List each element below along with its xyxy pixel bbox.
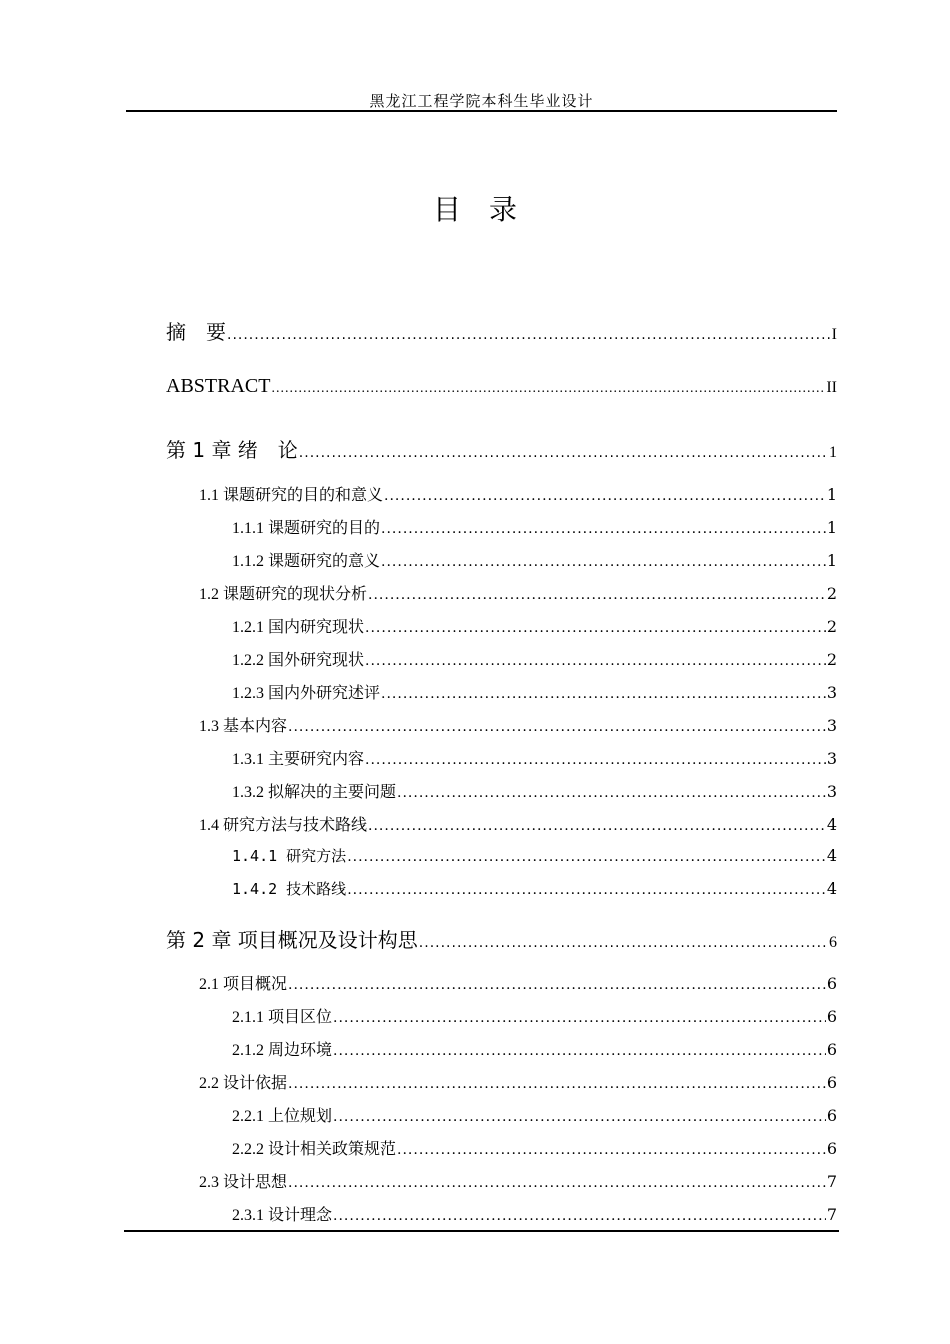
toc-leader-dots bbox=[227, 327, 831, 343]
toc-entry-label: 1.1.2 课题研究的意义 bbox=[232, 553, 381, 570]
toc-entry-subsection[interactable] bbox=[232, 746, 837, 769]
toc-entry-page: 6 bbox=[826, 974, 837, 993]
toc-entry-label: 2.1 项目概况 bbox=[199, 976, 288, 993]
toc-leader-dots bbox=[365, 752, 826, 768]
toc-leader-dots bbox=[365, 620, 826, 636]
toc-entry-subsection[interactable] bbox=[232, 614, 837, 637]
toc-leader-dots bbox=[333, 1010, 826, 1026]
toc-entry-subsection[interactable] bbox=[232, 548, 837, 571]
toc-entry-page: 1 bbox=[826, 485, 837, 504]
toc-entry-section[interactable] bbox=[199, 581, 837, 604]
toc-entry-label: 1.2.1 国内研究现状 bbox=[232, 619, 365, 636]
toc-entry-page: I bbox=[831, 326, 837, 343]
toc-entry-subsection[interactable] bbox=[232, 878, 837, 899]
toc-entry-chapter-1[interactable] bbox=[166, 434, 837, 463]
toc-leader-dots bbox=[288, 719, 826, 735]
toc-entry-label: 2.2 设计依据 bbox=[199, 1075, 288, 1092]
toc-entry-page: 3 bbox=[826, 683, 837, 702]
toc-entry-label: 第 2 章 项目概况及设计构思 bbox=[166, 928, 418, 952]
toc-entry-page: 1 bbox=[829, 444, 837, 461]
toc-entry-page: 6 bbox=[826, 1073, 837, 1092]
toc-entry-page: 6 bbox=[826, 1040, 837, 1059]
toc-entry-label: 1.4.2 技术路线 bbox=[232, 880, 347, 898]
toc-entry-page: 3 bbox=[826, 782, 837, 801]
toc-leader-dots bbox=[333, 1208, 826, 1224]
toc-leader-dots bbox=[347, 882, 826, 898]
toc-entry-label: 1.3 基本内容 bbox=[199, 718, 288, 735]
toc-entry-label: 2.3 设计思想 bbox=[199, 1174, 288, 1191]
toc-leader-dots bbox=[333, 1043, 826, 1059]
toc-entry-page: 3 bbox=[826, 749, 837, 768]
toc-leader-dots bbox=[368, 587, 826, 603]
toc-entry-page: 7 bbox=[826, 1172, 837, 1191]
toc-entry-subsection[interactable] bbox=[232, 515, 837, 538]
toc-entry-page: 2 bbox=[826, 650, 837, 669]
toc-entry-label: 1.3.1 主要研究内容 bbox=[232, 751, 365, 768]
toc-entry-abstract-cn[interactable] bbox=[166, 316, 837, 345]
toc-entry-label: 2.2.1 上位规划 bbox=[232, 1108, 333, 1125]
toc-entry-page: 6 bbox=[829, 934, 837, 951]
running-header: 黑龙江工程学院本科生毕业设计 bbox=[369, 92, 594, 110]
toc-entry-label: 1.4 研究方法与技术路线 bbox=[199, 817, 368, 834]
toc-entry-section[interactable] bbox=[199, 1070, 837, 1093]
toc-entry-subsection[interactable] bbox=[232, 647, 837, 670]
toc-entry-label: 2.1.2 周边环境 bbox=[232, 1042, 333, 1059]
toc-leader-dots bbox=[288, 1175, 826, 1191]
toc-entry-label: 第 1 章 绪 论 bbox=[166, 438, 298, 462]
toc-entry-section[interactable] bbox=[199, 713, 837, 736]
toc-leader-dots bbox=[288, 1076, 826, 1092]
toc-entry-page: 6 bbox=[826, 1106, 837, 1125]
toc-entry-page: 1 bbox=[826, 518, 837, 537]
toc-entry-abstract-en[interactable] bbox=[166, 375, 837, 398]
toc-entry-label: 2.1.1 项目区位 bbox=[232, 1009, 333, 1026]
toc-entry-page: 6 bbox=[826, 1007, 837, 1026]
toc-leader-dots bbox=[381, 686, 826, 702]
toc-leader-dots bbox=[397, 1142, 826, 1158]
toc-entry-page: 4 bbox=[826, 815, 837, 834]
toc-leader-dots bbox=[299, 445, 828, 461]
toc-leader-dots bbox=[384, 488, 826, 504]
toc-entry-subsection[interactable] bbox=[232, 1103, 837, 1126]
footer-rule bbox=[124, 1230, 839, 1232]
toc-entry-label: 2.3.1 设计理念 bbox=[232, 1207, 333, 1224]
toc-entry-page: 2 bbox=[826, 584, 837, 603]
toc-entry-chapter-2[interactable] bbox=[166, 924, 837, 953]
toc-entry-subsection[interactable] bbox=[232, 1004, 837, 1027]
toc-leader-dots bbox=[288, 977, 826, 993]
toc-leader-dots bbox=[333, 1109, 826, 1125]
toc-entry-label: 摘 要 bbox=[166, 320, 226, 344]
toc-entry-page: 2 bbox=[826, 617, 837, 636]
toc-entry-subsection[interactable] bbox=[232, 779, 837, 802]
toc-entry-label: 1.2.3 国内外研究述评 bbox=[232, 685, 381, 702]
toc-entry-page: II bbox=[826, 379, 837, 396]
toc-leader-dots bbox=[365, 653, 826, 669]
header-rule bbox=[126, 110, 837, 112]
toc-entry-label: 1.4.1 研究方法 bbox=[232, 847, 347, 865]
toc-entry-subsection[interactable] bbox=[232, 1136, 837, 1159]
toc-entry-page: 4 bbox=[826, 846, 837, 865]
toc-entry-label: 1.2.2 国外研究现状 bbox=[232, 652, 365, 669]
toc-entry-label: 2.2.2 设计相关政策规范 bbox=[232, 1141, 397, 1158]
toc-entry-label: ABSTRACT bbox=[166, 375, 271, 397]
toc-entry-page: 3 bbox=[826, 716, 837, 735]
toc-entry-section[interactable] bbox=[199, 812, 837, 835]
toc-leader-dots bbox=[271, 381, 825, 397]
toc-entry-page: 6 bbox=[826, 1139, 837, 1158]
page-title: 目录 bbox=[432, 193, 545, 226]
toc-entry-page: 7 bbox=[826, 1205, 837, 1224]
toc-entry-section[interactable] bbox=[199, 971, 837, 994]
toc-entry-label: 1.1.1 课题研究的目的 bbox=[232, 520, 381, 537]
toc-entry-section[interactable] bbox=[199, 1169, 837, 1192]
toc-entry-subsection[interactable] bbox=[232, 680, 837, 703]
toc-leader-dots bbox=[381, 521, 826, 537]
toc-entry-subsection[interactable] bbox=[232, 1037, 837, 1060]
toc-entry-label: 1.2 课题研究的现状分析 bbox=[199, 586, 368, 603]
toc-entry-page: 1 bbox=[826, 551, 837, 570]
toc-entry-section[interactable] bbox=[199, 482, 837, 505]
toc-entry-page: 4 bbox=[826, 879, 837, 898]
toc-entry-label: 1.1 课题研究的目的和意义 bbox=[199, 487, 384, 504]
toc-leader-dots bbox=[419, 935, 828, 951]
toc-leader-dots bbox=[347, 849, 826, 865]
toc-leader-dots bbox=[381, 554, 826, 570]
toc-entry-subsection[interactable] bbox=[232, 1202, 837, 1225]
toc-leader-dots bbox=[368, 818, 826, 834]
toc-entry-label: 1.3.2 拟解决的主要问题 bbox=[232, 784, 397, 801]
toc-leader-dots bbox=[397, 785, 826, 801]
toc-entry-subsection[interactable] bbox=[232, 845, 837, 866]
